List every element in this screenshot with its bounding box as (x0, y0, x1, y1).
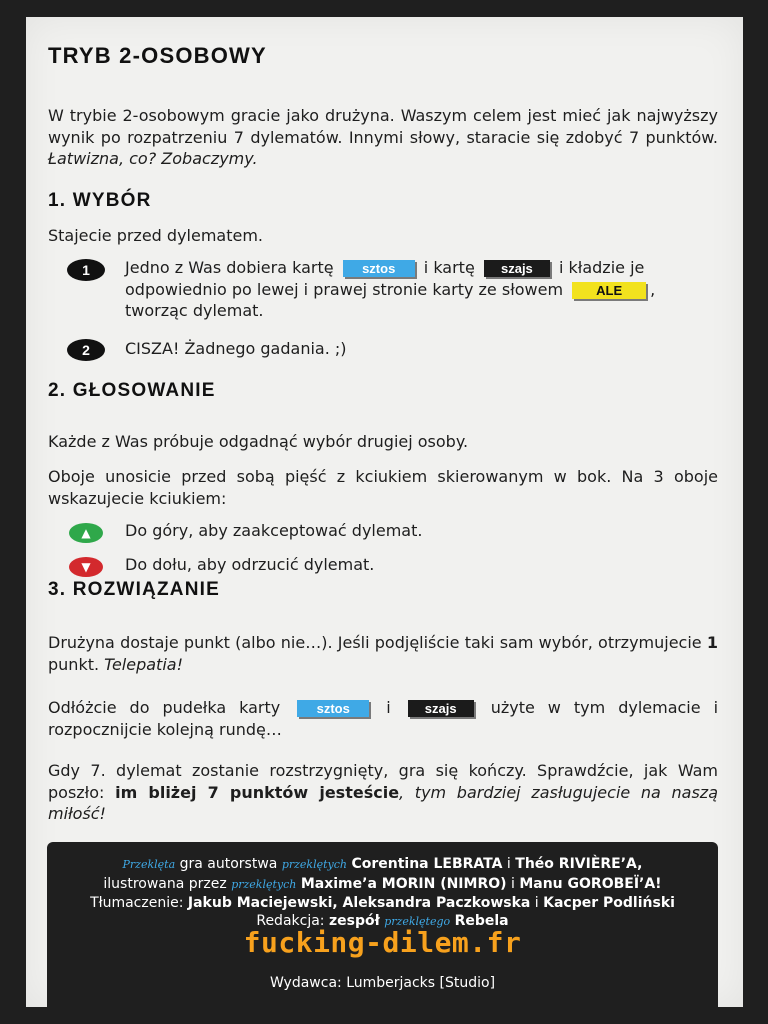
resolution-p2-b: i (386, 698, 391, 717)
credits-footer (47, 842, 718, 1007)
intro-paragraph (48, 105, 718, 170)
resolution-p1-d: Telepatia! (104, 654, 183, 674)
credits-accent: Przeklęta (122, 858, 176, 871)
translator-name: Kacper Podliński (543, 895, 675, 911)
credits-text: Tłumaczenie: (90, 895, 188, 911)
rules-page (26, 17, 743, 1007)
step-1-part3: i kładzie je odpowiednio po lewej i prawej stronie karty ze słowem (125, 258, 645, 299)
resolution-p2-a: Odłóżcie do pudełka karty (48, 698, 281, 717)
resolution-paragraph-3 (48, 760, 718, 825)
voting-paragraph-1: Każde z Was próbuje odgadnąć wybór drugiej osoby. (48, 432, 469, 451)
step-1-part2: i kartę (423, 258, 475, 277)
resolution-p1-a: Drużyna dostaje punkt (albo nie…). Jeśli podjęliście taki sam wybór, otrzymujecie (48, 633, 707, 652)
voting-paragraph-2: Oboje unosicie przed sobą pięść z kciukiem skierowanym w bok. Na 3 oboje wskazujecie kciukiem: (48, 467, 718, 508)
step-number-2: 2 (67, 339, 105, 361)
card-sztos-tag: sztos (343, 260, 415, 277)
resolution-p1-c: punkt. (48, 654, 105, 674)
credits-text: i (502, 856, 516, 872)
section-heading-voting: 2. GŁOSOWANIE (48, 380, 216, 401)
resolution-p1-b: 1 (706, 633, 718, 652)
resolution-p2-c: użyte w tym dylemacie i rozpocznijcie kolejną rundę… (48, 698, 719, 739)
thumbs-up-icon: ▲ (69, 523, 103, 543)
choice-lead: Stajecie przed dylematem. (48, 226, 264, 245)
card-ale-tag: ALE (572, 282, 646, 299)
intro-italic: Łatwizna, co? Zobaczymy. (48, 149, 258, 168)
card-szajs-tag: szajs (484, 260, 550, 277)
thumbs-down-icon: ▼ (69, 557, 103, 577)
credits-text: i (530, 895, 544, 911)
step-1-text (125, 257, 716, 322)
illustrator-name: Maxime’a MORIN (NIMRO) (300, 876, 507, 892)
intro-text: W trybie 2-osobowym gracie jako drużyna. Waszym celem jest mieć jak najwyższy wynik po rozpatrzeniu 7 dylematów. Innymi słowy, staracie się zdobyć 7 punktów. (48, 106, 718, 147)
credits-line-2 (47, 875, 718, 894)
credits-text: Redakcja: (256, 913, 329, 929)
credits-accent: przeklętego (384, 915, 451, 928)
credits-accent: przeklętych (231, 878, 297, 891)
credits-accent: przeklętych (281, 858, 347, 871)
credits-line-1 (47, 855, 718, 874)
resolution-p3-c: , tym bardziej zasługujecie na naszą miłość! (48, 782, 719, 823)
card-sztos-tag-2: sztos (297, 700, 369, 717)
illustrator-name: Manu GOROBEÏ’A! (519, 876, 662, 892)
credits-line-3 (47, 894, 718, 912)
editor-name: zespół (328, 913, 380, 929)
vote-up-text: Do góry, aby zaakceptować dylemat. (125, 521, 423, 540)
resolution-p3-b: im bliżej 7 punktów jesteście (115, 782, 400, 802)
step-number-1: 1 (67, 259, 105, 281)
translator-names: Jakub Maciejewski, Aleksandra Paczkowska (187, 895, 531, 911)
section-heading-resolution: 3. ROZWIĄZANIE (48, 579, 220, 600)
author-name: Théo RIVIÈRE’A, (515, 856, 643, 872)
resolution-p3-a: Gdy 7. dylemat zostanie rozstrzygnięty, gra się kończy. Sprawdźcie, jak Wam poszło: (48, 761, 718, 802)
website-logo[interactable]: fucking-dilem.fr (243, 926, 522, 959)
step-1-part1: Jedno z Was dobiera kartę (125, 258, 334, 277)
resolution-paragraph-1 (48, 632, 718, 675)
credits-text: gra autorstwa (175, 856, 282, 872)
credits-text: i (506, 876, 520, 892)
step-2-text: CISZA! Żadnego gadania. ;) (125, 339, 347, 358)
resolution-paragraph-2 (48, 697, 718, 740)
publisher-line: Wydawca: Lumberjacks [Studio] (269, 975, 496, 991)
page-title: TRYB 2-OSOBOWY (48, 43, 267, 68)
vote-down-text: Do dołu, aby odrzucić dylemat. (125, 555, 375, 574)
step-1-part4: , tworząc dylemat. (125, 279, 656, 320)
section-heading-choice: 1. WYBÓR (48, 190, 152, 211)
editor-name: Rebela (454, 913, 509, 929)
credits-text: ilustrowana przez (103, 876, 232, 892)
card-szajs-tag-2: szajs (408, 700, 474, 717)
author-name: Corentina LEBRATA (351, 856, 503, 872)
